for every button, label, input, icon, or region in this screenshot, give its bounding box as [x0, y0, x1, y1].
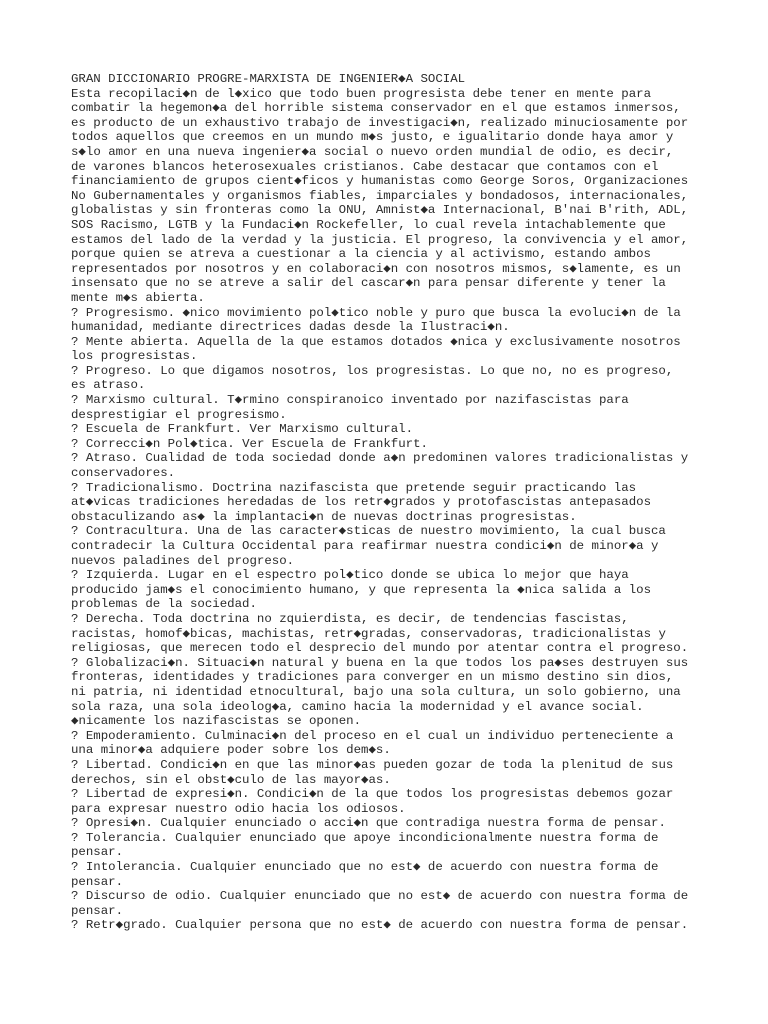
text-line: ? Globalizaci◆n. Situaci◆n natural y buena en la que todos los pa◆ses destruyen sus — [71, 655, 689, 670]
text-line: ? Correcci◆n Pol◆tica. Ver Escuela de Frankfurt. — [71, 436, 428, 451]
text-line: fronteras, identidades y tradiciones para converger en un mismo destino sin dios, — [71, 670, 674, 685]
text-line: porque quien se atreva a cuestionar a la ciencia y al activismo, estando ambos — [71, 247, 651, 262]
text-line: ? Progreso. Lo que digamos nosotros, los progresistas. Lo que no, no es progreso, — [71, 363, 674, 378]
text-line: religiosas, que merecen todo el desprecio del mundo por atentar contra el progreso. — [71, 641, 689, 656]
text-line: nuevos paladines del progreso. — [71, 553, 295, 568]
text-line: financiamiento de grupos cient◆ficos y humanistas como George Soros, Organizaciones — [71, 174, 689, 189]
text-line: es producto de un exhaustivo trabajo de investigaci◆n, realizado minuciosamente por — [71, 115, 689, 130]
text-line: mente m◆s abierta. — [71, 290, 205, 305]
text-line: pensar. — [71, 845, 124, 860]
text-line: derechos, sin el obst◆culo de las mayor◆as. — [71, 772, 391, 787]
text-line: ? Empoderamiento. Culminaci◆n del proceso en el cual un individuo perteneciente a — [71, 728, 674, 743]
text-line: sola raza, una sola ideolog◆a, camino hacia la modernidad y el avance social. — [71, 699, 644, 714]
text-line: contradecir la Cultura Occidental para reafirmar nuestra condici◆n de minor◆a y — [71, 539, 659, 553]
text-line: pensar. — [71, 874, 124, 889]
text-line: desprestigiar el progresismo. — [71, 407, 287, 422]
text-line: conservadores. — [71, 466, 176, 481]
text-line: una minor◆a adquiere poder sobre los dem◆s. — [71, 743, 391, 758]
text-line: ? Izquierda. Lugar en el espectro pol◆tico donde se ubica lo mejor que haya — [71, 568, 629, 583]
text-line: ? Escuela de Frankfurt. Ver Marxismo cultural. — [71, 422, 414, 437]
text-line: estamos del lado de la verdad y la justicia. El progreso, la convivencia y el amor, — [71, 232, 689, 247]
text-line: ? Mente abierta. Aquella de la que estamos dotados ◆nica y exclusivamente nosotros — [71, 334, 681, 349]
text-line: de varones blancos heterosexuales cristianos. Cabe destacar que contamos con el — [71, 159, 659, 174]
document-text — [71, 72, 711, 933]
text-line: ni patria, ni identidad etnocultural, bajo una sola cultura, un solo gobierno, una — [71, 684, 681, 699]
text-line: ? Derecha. Toda doctrina no zquierdista, es decir, de tendencias fascistas, — [71, 611, 629, 626]
text-line: para expresar nuestro odio hacia los odiosos. — [71, 801, 406, 816]
text-line: representados por nosotros y en colaboraci◆n con nosotros mismos, s◆lamente, es un — [71, 261, 681, 276]
text-line: problemas de la sociedad. — [71, 597, 257, 612]
text-line: insensato que no se atreve a salir del cascar◆n para pensar diferente y tener la — [71, 276, 666, 291]
text-line: ? Opresi◆n. Cualquier enunciado o acci◆n que contradiga nuestra forma de pensar. — [71, 816, 666, 831]
text-line: humanidad, mediante directrices dadas desde la Ilustraci◆n. — [71, 320, 510, 335]
text-line: Esta recopilaci◆n de l◆xico que todo buen progresista debe tener en mente para — [71, 86, 652, 101]
text-line: pensar. — [71, 903, 124, 918]
text-line: ? Marxismo cultural. T◆rmino conspiranoico inventado por nazifascistas para — [71, 393, 629, 408]
text-line: ? Intolerancia. Cualquier enunciado que no est◆ de acuerdo con nuestra forma de — [71, 860, 659, 875]
text-line: ? Tolerancia. Cualquier enunciado que apoye incondicionalmente nuestra forma de — [71, 830, 659, 845]
text-line: s◆lo amor en una nueva ingenier◆a social o nuevo orden mundial de odio, es decir, — [71, 144, 674, 159]
text-line: ? Contracultura. Una de las caracter◆sticas de nuestro movimiento, la cual busca — [71, 524, 666, 539]
text-line: todos aquellos que creemos en un mundo m◆s justo, e igualitario donde haya amor y — [71, 130, 674, 145]
text-line: obstaculizando as◆ la implantaci◆n de nuevas doctrinas progresistas. — [71, 509, 577, 524]
text-line: es atraso. — [71, 378, 146, 393]
text-line: ? Tradicionalismo. Doctrina nazifascista que pretende seguir practicando las — [71, 480, 637, 495]
text-line: producido jam◆s el conocimiento humano, y que representa la ◆nica salida a los — [71, 582, 652, 597]
text-line: combatir la hegemon◆a del horrible sistema conservador en el que estamos inmersos, — [71, 101, 681, 116]
text-line: ? Progresismo. ◆nico movimiento pol◆tico noble y puro que busca la evoluci◆n de la — [71, 305, 681, 320]
text-line: ◆nicamente los nazifascistas se oponen. — [71, 714, 362, 729]
document-title: GRAN DICCIONARIO PROGRE-MARXISTA DE INGENIER◆A SOCIAL — [71, 72, 466, 86]
text-line: globalistas y sin fronteras como la ONU, Amnist◆a Internacional, B'nai B'rith, ADL, — [71, 203, 689, 218]
text-line: racistas, homof◆bicas, machistas, retr◆gradas, conservadoras, tradicionalistas y — [71, 626, 666, 641]
text-line: ? Discurso de odio. Cualquier enunciado que no est◆ de acuerdo con nuestra forma de — [71, 889, 689, 904]
text-line: at◆vicas tradiciones heredadas de los retr◆grados y protofascistas antepasados — [71, 495, 652, 510]
text-line: ? Libertad. Condici◆n en que las minor◆as pueden gozar de toda la plenitud de sus — [71, 757, 674, 772]
text-line: ? Atraso. Cualidad de toda sociedad donde a◆n predominen valores tradicionalistas y — [71, 451, 689, 466]
text-line: No Gubernamentales y organismos fiables, imparciales y bondadosos, internacionales, — [71, 188, 689, 203]
text-line: ? Libertad de expresi◆n. Condici◆n de la que todos los progresistas debemos gozar — [71, 787, 674, 802]
text-line: SOS Racismo, LGTB y la Fundaci◆n Rockefeller, lo cual revela intachablemente que — [71, 217, 666, 232]
text-line: ? Retr◆grado. Cualquier persona que no est◆ de acuerdo con nuestra forma de pensar. — [71, 918, 689, 933]
text-line: los progresistas. — [71, 349, 198, 364]
